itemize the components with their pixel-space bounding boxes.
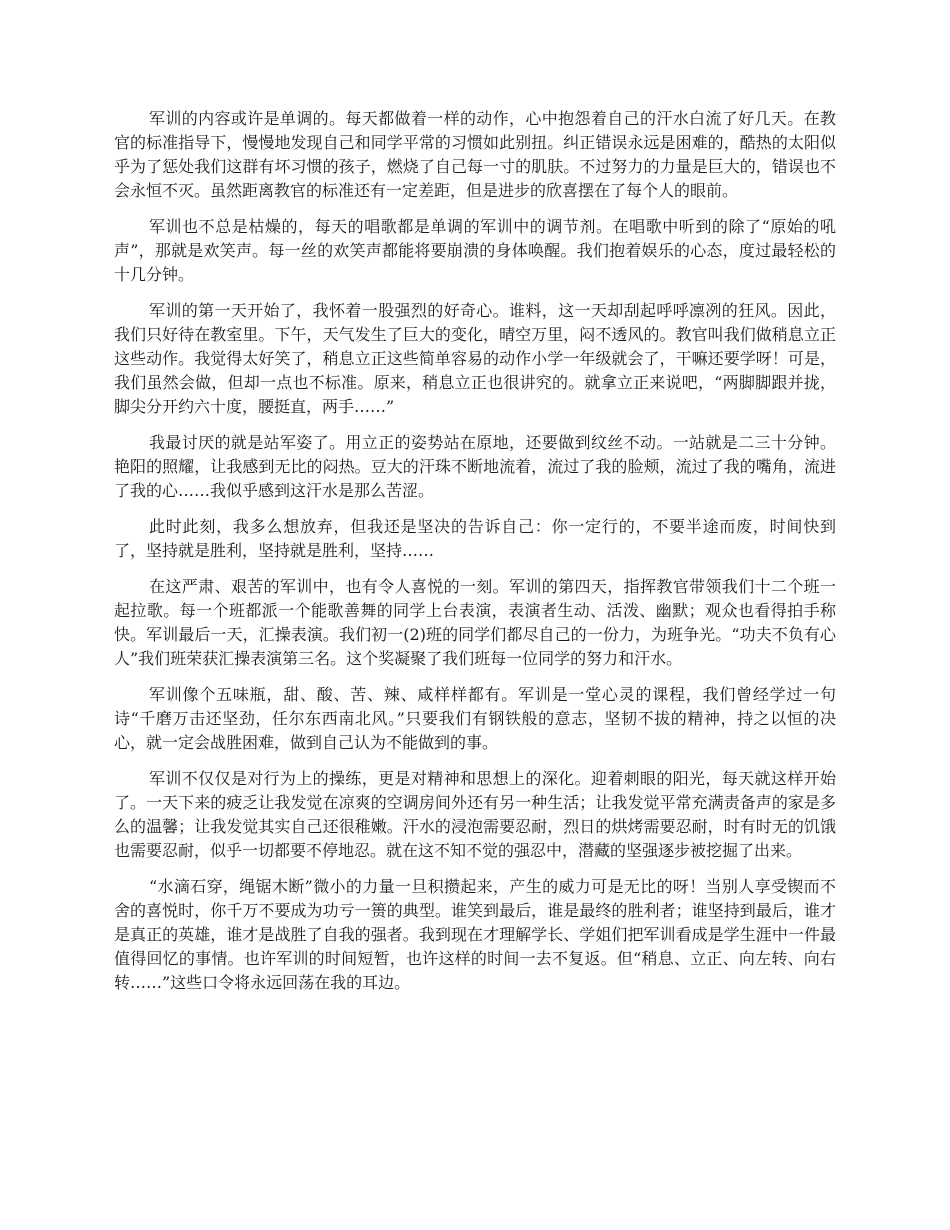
paragraph-6: 在这严肃、艰苦的军训中，也有令人喜悦的一刻。军训的第四天，指挥教官带领我们十二个班一起拉歌。每一个班都派一个能歌善舞的同学上台表演，表演者生动、活泼、幽默；观众也看得拍手称快。军训最后一天，汇操表演。我们初一(2)班的同学们都尽自己的一份力，为班争光。“功夫不负有心人”我们班荣获汇操表演第三名。这个奖凝聚了我们班每一位同学的努力和汗水。 [114,577,836,668]
paragraph-9: “水滴石穿，绳锯木断”微小的力量一旦积攒起来，产生的威力可是无比的呀！当别人享受锲而不舍的喜悦时，你千万不要成为功亏一篑的典型。谁笑到最后，谁是最终的胜利者；谁坚持到最后，谁才是真正的英雄，谁才是战胜了自我的强者。我到现在才理解学长、学姐们把军训看成是学生涯中一件最值得回忆的事情。也许军训的时间短暂，也许这样的时间一去不复返。但“稍息、立正、向左转、向右转……”这些口令将永远回荡在我的耳边。 [114,877,836,992]
paragraph-1: 军训的内容或许是单调的。每天都做着一样的动作，心中抱怨着自己的汗水白流了好几天。在教官的标准指导下，慢慢地发现自己和同学平常的习惯如此别扭。纠正错误永远是困难的，酷热的太阳似乎为了惩处我们这群有坏习惯的孩子，燃烧了自己每一寸的肌肤。不过努力的力量是巨大的，错误也不会永恒不灭。虽然距离教官的标准还有一定差距，但是进步的欣喜摆在了每个人的眼前。 [114,109,836,200]
document-body [114,107,836,1007]
paragraph-4: 我最讨厌的就是站军姿了。用立正的姿势站在原地，还要做到纹丝不动。一站就是二三十分钟。艳阳的照耀，让我感到无比的闷热。豆大的汗珠不断地流着，流过了我的脸颊，流过了我的嘴角，流进了我的心……我似乎感到这汗水是那么苦涩。 [114,433,836,500]
paragraph-2: 军训也不总是枯燥的，每天的唱歌都是单调的军训中的调节剂。在唱歌中听到的除了“原始的吼声”，那就是欢笑声。每一丝的欢笑声都能将要崩溃的身体唤醒。我们抱着娱乐的心态，度过最轻松的十几分钟。 [114,217,836,284]
paragraph-7: 军训像个五味瓶，甜、酸、苦、辣、咸样样都有。军训是一堂心灵的课程，我们曾经学过一句诗“千磨万击还坚劲，任尔东西南北风。”只要我们有钢铁般的意志，坚韧不拔的精神，持之以恒的决心，就一定会战胜困难，做到自己认为不能做到的事。 [114,685,836,752]
paragraph-5: 此时此刻，我多么想放弃，但我还是坚决的告诉自己：你一定行的，不要半途而废，时间快到了，坚持就是胜利，坚持就是胜利，坚持…… [114,517,836,560]
paragraph-8: 军训不仅仅是对行为上的操练，更是对精神和思想上的深化。迎着刺眼的阳光，每天就这样开始了。一天下来的疲乏让我发觉在凉爽的空调房间外还有另一种生活；让我发觉平常充满责备声的家是多么的温馨；让我发觉其实自己还很稚嫩。汗水的浸泡需要忍耐，烈日的烘烤需要忍耐，时有时无的饥饿也需要忍耐，似乎一切都要不停地忍。就在这不知不觉的强忍中，潜藏的坚强逐步被挖掘了出来。 [114,769,836,860]
paragraph-3: 军训的第一天开始了，我怀着一股强烈的好奇心。谁料，这一天却刮起呼呼凛冽的狂风。因此，我们只好待在教室里。下午，天气发生了巨大的变化，晴空万里，闷不透风的。教官叫我们做稍息立正这些动作。我觉得太好笑了，稍息立正这些简单容易的动作小学一年级就会了，干嘛还要学呀！可是，我们虽然会做，但却一点也不标准。原来，稍息立正也很讲究的。就拿立正来说吧，“两脚脚跟并拢，脚尖分开约六十度，腰挺直，两手……” [114,301,836,416]
